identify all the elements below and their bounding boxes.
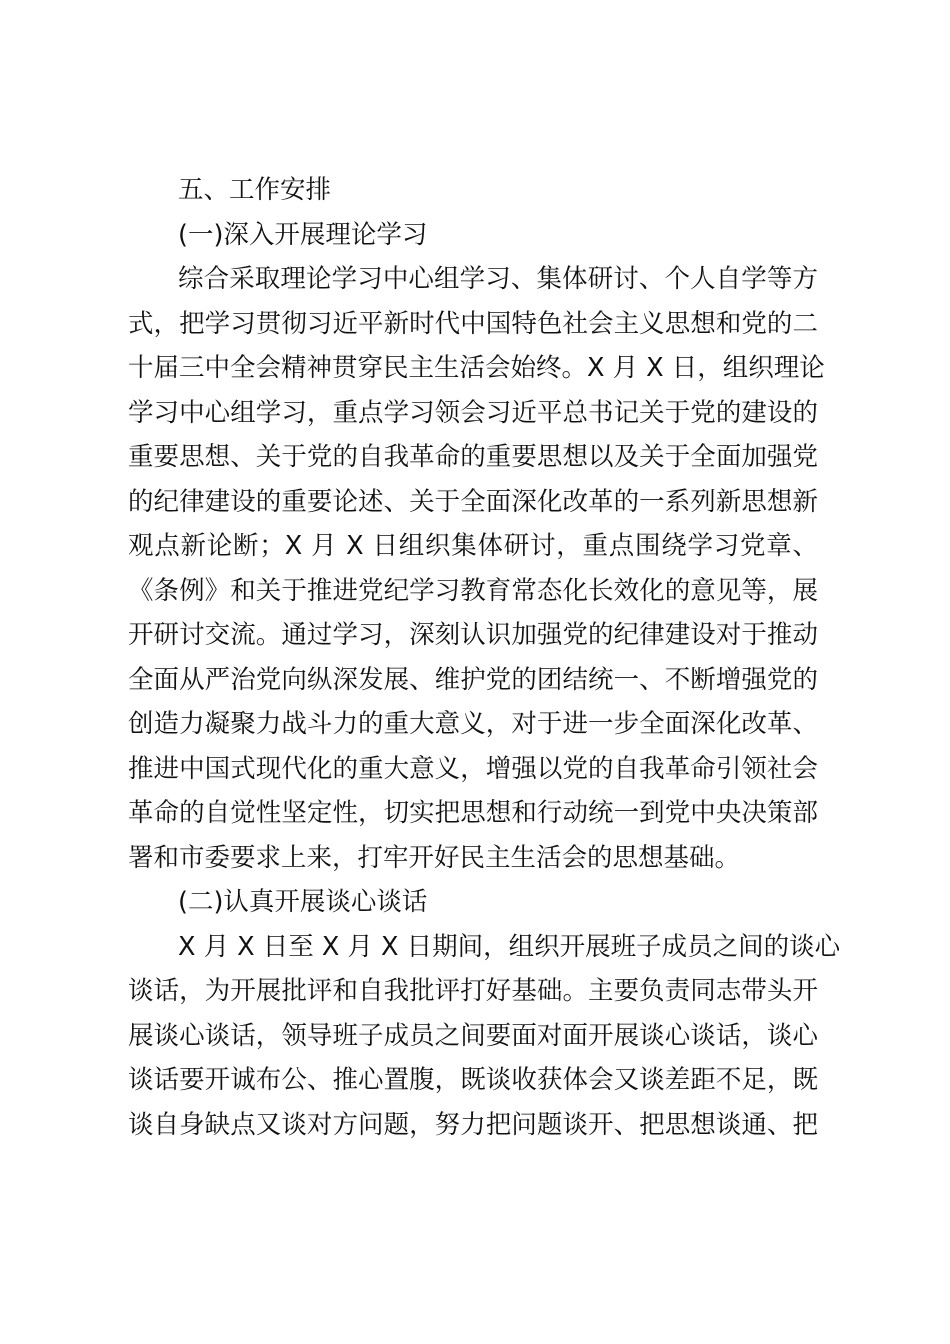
paragraph-line: 式，把学习贯彻习近平新时代中国特色社会主义思想和党的二 [128, 308, 818, 339]
paragraph-line: 全面从严治党向纵深发展、维护党的团结统一、不断增强党的 [128, 664, 818, 695]
paragraph-line: 谈话要开诚布公、推心置腹，既谈收获体会又谈差距不足，既 [128, 1065, 818, 1095]
paragraph-line: 创造力凝聚力战斗力的重大意义，对于进一步全面深化改革、 [128, 709, 818, 739]
subsection-2-title: (二)认真开展谈心谈话 [178, 887, 428, 917]
subsection-2-paragraph [128, 925, 841, 1148]
section-heading: 五、工作安排 [178, 175, 332, 205]
document-body [128, 168, 841, 1147]
paragraph-line: 《条例》和关于推进党纪学习教育常态化长效化的意见等，展 [128, 575, 818, 606]
paragraph-line: 综合采取理论学习中心组学习、集体研讨、个人自学等方 [178, 264, 818, 294]
paragraph-line: 观点新论断；X 月 X 日组织集体研讨，重点围绕学习党章、 [128, 531, 818, 561]
paragraph-line: 推进中国式现代化的重大意义，增强以党的自我革命引领社会 [128, 753, 818, 784]
paragraph-line: X 月 X 日至 X 月 X 日期间，组织开展班子成员之间的谈心 [178, 931, 841, 962]
paragraph-line: 的纪律建设的重要论述、关于全面深化改革的一系列新思想新 [128, 486, 818, 517]
paragraph-line: 谈自身缺点又谈对方问题，努力把问题谈开、把思想谈通、把 [128, 1109, 818, 1140]
paragraph-line: 革命的自觉性坚定性，切实把思想和行动统一到党中央决策部 [128, 798, 818, 828]
paragraph-line: 十届三中全会精神贯穿民主生活会始终。X 月 X 日，组织理论 [128, 353, 825, 383]
subsection-1-title: (一)深入开展理论学习 [178, 219, 428, 250]
paragraph-line: 学习中心组学习，重点学习领会习近平总书记关于党的建设的 [128, 397, 818, 428]
paragraph-line: 展谈心谈话，领导班子成员之间要面对面开展谈心谈话，谈心 [128, 1020, 818, 1051]
paragraph-line: 谈话，为开展批评和自我批评打好基础。主要负责同志带头开 [128, 976, 818, 1006]
paragraph-line: 重要思想、关于党的自我革命的重要思想以及关于全面加强党 [128, 442, 818, 472]
subsection-1-paragraph [128, 257, 825, 880]
paragraph-line: 开研讨交流。通过学习，深刻认识加强党的纪律建设对于推动 [128, 620, 818, 650]
paragraph-line: 署和市委要求上来，打牢开好民主生活会的思想基础。 [128, 842, 741, 873]
